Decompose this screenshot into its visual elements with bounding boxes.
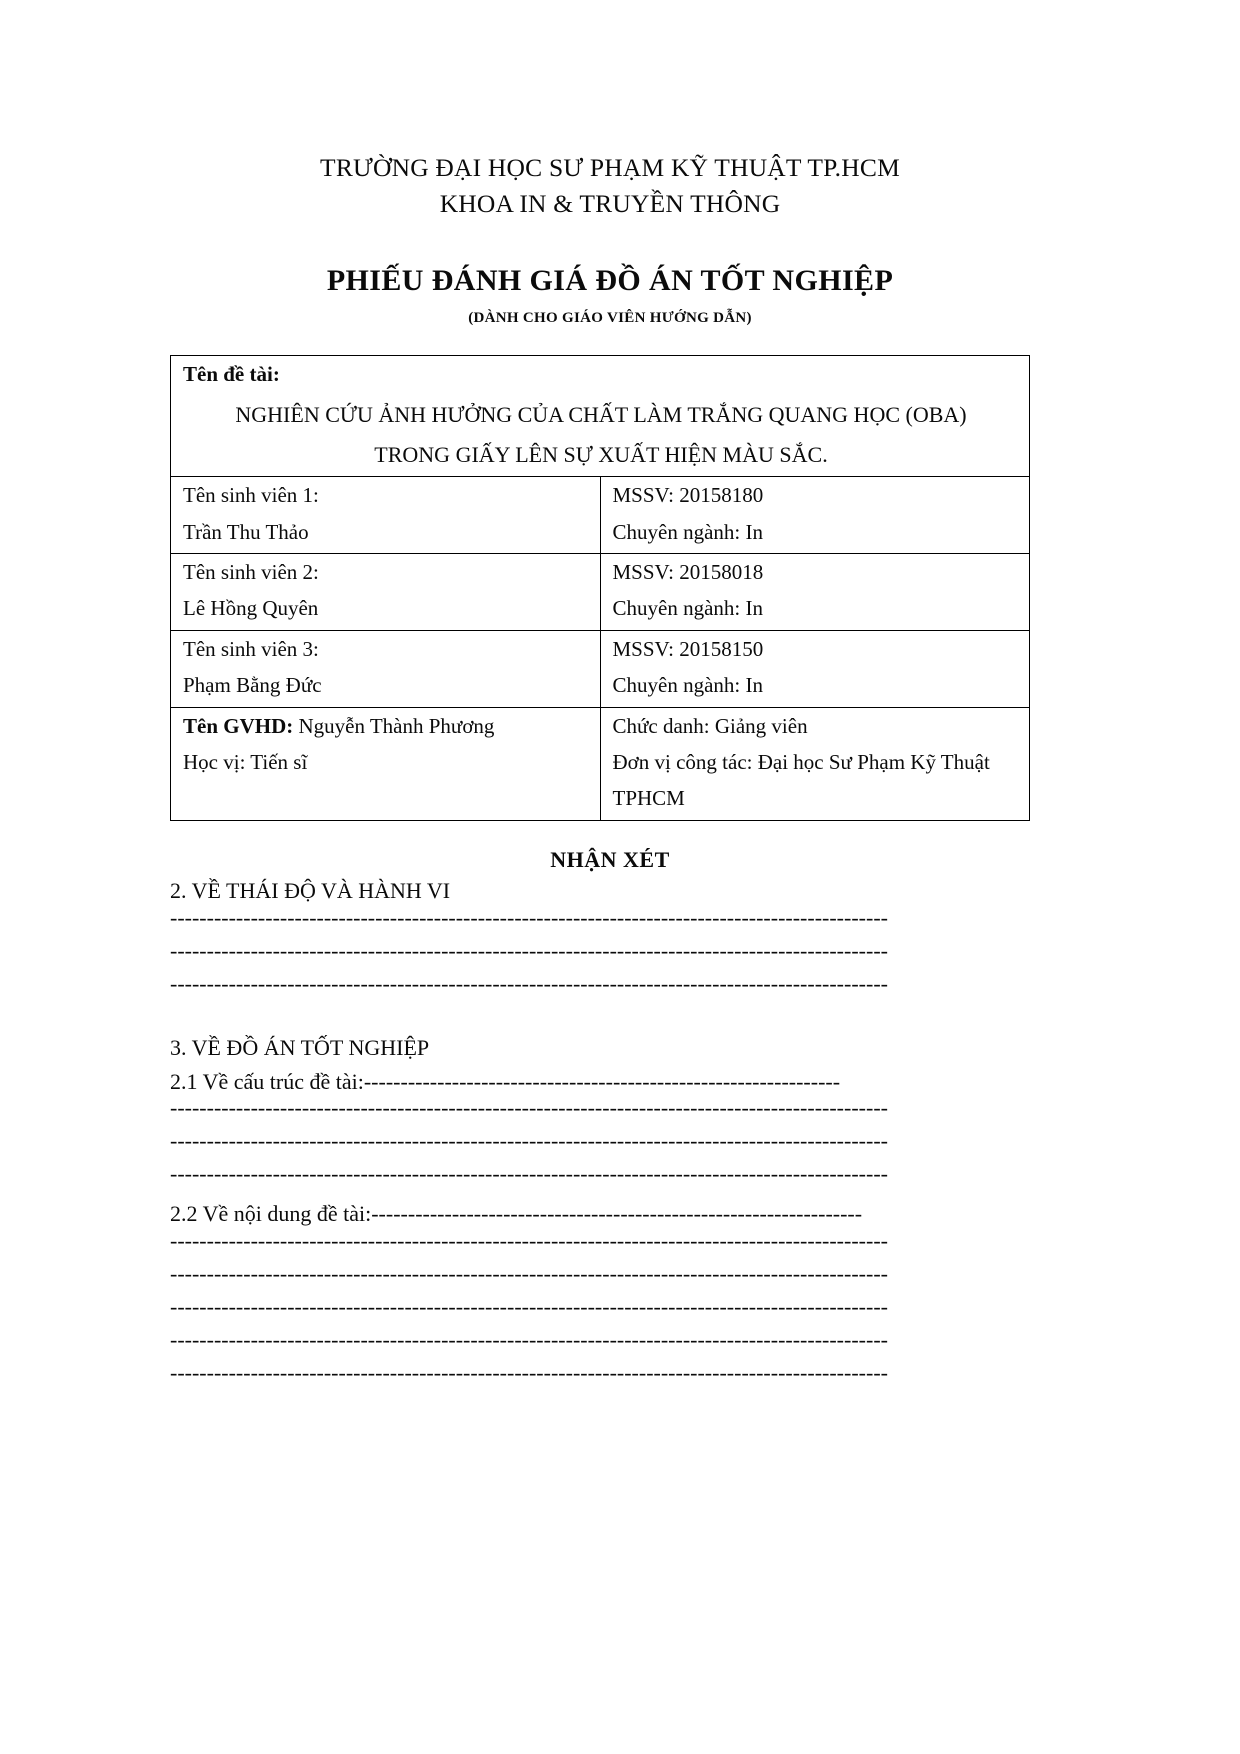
- section-project-label: 3. VỀ ĐỒ ÁN TỐT NGHIỆP: [170, 1034, 430, 1060]
- remarks-heading: NHẬN XÉT: [550, 846, 670, 872]
- student-3-id-cell: [600, 630, 1030, 707]
- dashed-line: --------------------------------------------------------------------------------------------------: [170, 1263, 888, 1287]
- advisor-name-line: [183, 712, 590, 741]
- student-3-name-value: Phạm Bằng Đức: [183, 673, 322, 698]
- table-row: [171, 630, 1030, 707]
- student-2-name-value: Lê Hồng Quyên: [183, 596, 319, 621]
- advisor-name-cell: [171, 707, 601, 820]
- dashed-line: --------------------------------------------------------------------------------------------------: [170, 1097, 888, 1121]
- student-1-name-cell: [171, 477, 601, 554]
- dashed-line: --------------------------------------------------------------------------------------------------: [170, 1329, 888, 1353]
- page-title: PHIẾU ĐÁNH GIÁ ĐỒ ÁN TỐT NGHIỆP: [326, 264, 894, 298]
- topic-line-2: TRONG GIẤY LÊN SỰ XUẤT HIỆN MÀU SẮC.: [374, 442, 828, 468]
- dashed-line: --------------------------------------------------------------------------------------------------: [170, 1163, 888, 1187]
- table-row: [171, 554, 1030, 631]
- sub-structure-row: [170, 1066, 1050, 1098]
- faculty-name: KHOA IN & TRUYỀN THÔNG: [439, 189, 781, 219]
- advisor-position: Chức danh: Giảng viên: [612, 713, 808, 738]
- dashed-line: --------------------------------------------------------------------------------------------------: [170, 939, 888, 963]
- student-1-name-value: Trần Thu Thảo: [183, 519, 309, 544]
- student-3-major: Chuyên ngành: In: [612, 673, 763, 698]
- advisor-degree: Học vị: Tiến sĩ: [183, 750, 308, 774]
- advisor-name-value: Nguyễn Thành Phương: [298, 713, 495, 738]
- advisor-workplace-line-1: Đơn vị công tác: Đại học Sư Phạm Kỹ Thuật: [612, 750, 990, 774]
- dashed-line: -----------------------------------------------------------------: [363, 1068, 841, 1094]
- dashed-line: -------------------------------------------------------------------: [371, 1201, 863, 1227]
- student-1-major: Chuyên ngành: In: [612, 519, 763, 544]
- student-1-id: MSSV: 20158180: [612, 483, 764, 508]
- info-table: [170, 355, 1030, 820]
- advisor-detail-cell: [600, 707, 1030, 820]
- sub-content-row: [170, 1198, 1050, 1230]
- student-3-name-cell: [171, 630, 601, 707]
- page-content: [170, 150, 1050, 1395]
- sub-structure-label: 2.1 Về cấu trúc đề tài:: [170, 1068, 364, 1094]
- topic-line-1: NGHIÊN CỨU ẢNH HƯỞNG CỦA CHẤT LÀM TRẮNG QUANG HỌC (OBA): [235, 401, 967, 427]
- table-row: [171, 477, 1030, 554]
- sub-content-label: 2.2 Về nội dung đề tài:: [170, 1201, 372, 1227]
- university-name: TRƯỜNG ĐẠI HỌC SƯ PHẠM KỸ THUẬT TP.HCM: [320, 153, 900, 182]
- structure-blank-lines: [170, 1097, 1050, 1196]
- student-2-name-label: Tên sinh viên 2:: [183, 560, 319, 585]
- student-1-name-label: Tên sinh viên 1:: [183, 483, 319, 508]
- dashed-line: --------------------------------------------------------------------------------------------------: [170, 1230, 888, 1254]
- advisor-workplace-line-2: TPHCM: [612, 786, 685, 811]
- dashed-line: --------------------------------------------------------------------------------------------------: [170, 906, 888, 930]
- student-2-id-cell: [600, 554, 1030, 631]
- student-1-id-cell: [600, 477, 1030, 554]
- attitude-blank-lines: [170, 907, 1050, 1006]
- dashed-line: --------------------------------------------------------------------------------------------------: [170, 1130, 888, 1154]
- student-3-name-label: Tên sinh viên 3:: [183, 636, 319, 661]
- table-row-advisor: [171, 707, 1030, 820]
- table-row-topic: [171, 356, 1030, 477]
- section-attitude-label: 2. VỀ THÁI ĐỘ VÀ HÀNH VI: [170, 877, 451, 903]
- content-blank-lines: [170, 1230, 1050, 1395]
- topic-label: Tên đề tài:: [183, 362, 280, 387]
- student-2-name-cell: [171, 554, 601, 631]
- dashed-line: --------------------------------------------------------------------------------------------------: [170, 972, 888, 996]
- page-subtitle: (DÀNH CHO GIÁO VIÊN HƯỚNG DẪN): [468, 310, 752, 327]
- dashed-line: --------------------------------------------------------------------------------------------------: [170, 1362, 888, 1386]
- advisor-name-label: Tên GVHD:: [183, 713, 294, 738]
- dashed-line: --------------------------------------------------------------------------------------------------: [170, 1296, 888, 1320]
- student-2-major: Chuyên ngành: In: [612, 596, 763, 621]
- student-2-id: MSSV: 20158018: [612, 560, 764, 585]
- student-3-id: MSSV: 20158150: [612, 636, 764, 661]
- topic-cell: [171, 356, 1030, 477]
